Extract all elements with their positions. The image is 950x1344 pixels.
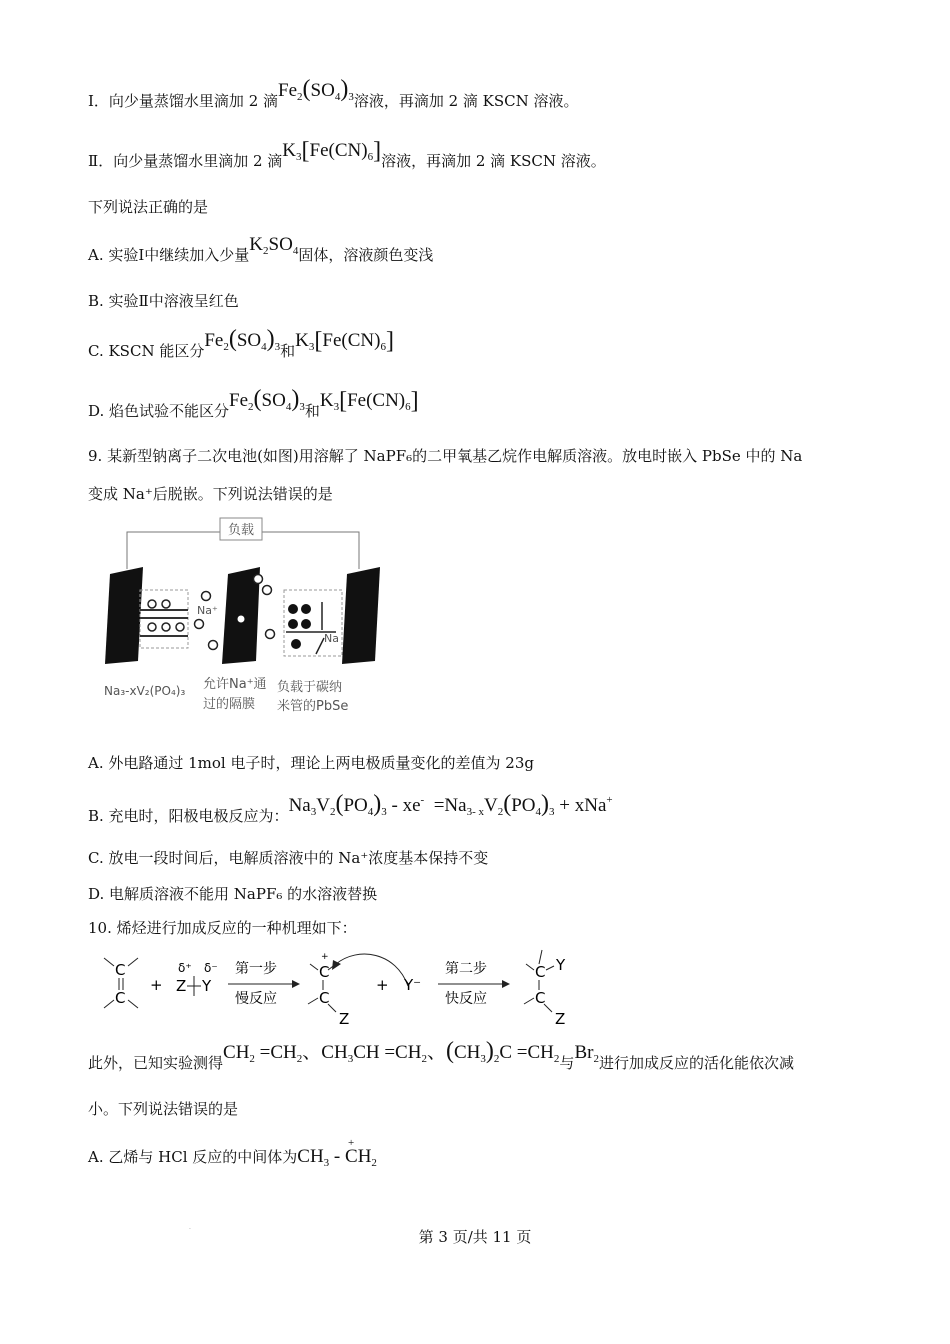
q8-option-b: B. 实验Ⅱ中溶液呈红色: [88, 292, 239, 310]
k2so4-formula: $K_2SO_4$: [249, 234, 299, 257]
q8-c-mid: 和: [280, 342, 296, 360]
separator-label-1: 允许Na⁺通: [203, 677, 267, 692]
q10-text-prefix: 此外，已知实验测得: [88, 1054, 224, 1072]
addition-mechanism-diagram: [96, 946, 596, 1028]
q9-option-c: C. 放电一段时间后，电解质溶液中的 Na⁺浓度基本保持不变: [88, 849, 489, 867]
experiment-1: [88, 76, 579, 118]
k3fecn6-formula: $K_3[Fe(CN)_6]$: [295, 328, 394, 354]
q8-a-prefix: A. 实验Ⅰ中继续加入少量: [88, 246, 250, 264]
plus-2: +: [376, 976, 389, 994]
left-electrode: [105, 567, 143, 664]
q9-option-d: D. 电解质溶液不能用 NaPF₆ 的水溶液替换: [88, 885, 378, 903]
exp1-suffix: 溶液，再滴加 2 滴 KSCN 溶液。: [353, 92, 579, 110]
product-c1: C: [535, 963, 546, 981]
stray-mark: .: [189, 1224, 191, 1231]
step2-label: 第二步: [445, 961, 487, 977]
step1-label: 第一步: [235, 961, 277, 977]
anode-reaction: $Na_3V_2(PO_4)_3 - xe^- =Na_{3- x}V_2(PO_4)_3 + xNa^+$: [288, 791, 613, 818]
q10-a-prefix: A. 乙烯与 HCl 反应的中间体为: [88, 1148, 298, 1166]
alkene-c1: C: [115, 961, 126, 979]
experiment-2: [88, 138, 606, 178]
br2-formula: $Br_2$: [574, 1042, 599, 1065]
fe2so43-formula: $Fe_2(SO_4)_3$: [204, 326, 281, 353]
product-z: Z: [555, 1010, 566, 1028]
fe2so43-formula: $Fe_2(SO_4)_3$: [278, 76, 354, 103]
na-ion-label: Na⁺: [197, 604, 218, 617]
q8-option-a: [88, 234, 434, 272]
q9-stem-line-1: 9. 某新型钠离子二次电池(如图)用溶解了 NaPF₆的二甲氧基乙烷作电解质溶液。放电时嵌入 PbSe 中的 Na: [88, 447, 803, 465]
cation-z: Z: [339, 1010, 350, 1028]
right-electrode-label-1: 负载于碳纳: [277, 680, 343, 695]
q8-d-prefix: D. 焰色试验不能区分: [88, 402, 230, 420]
load-label: 负载: [227, 523, 255, 538]
fast-label: 快反应: [445, 991, 487, 1007]
q8-option-c: [88, 326, 394, 368]
q10-text-mid: 与: [559, 1054, 575, 1072]
q8-d-mid: 和: [304, 402, 320, 420]
ethyl-cation-formula: $CH_3$ - C + $H_2$: [297, 1137, 377, 1169]
battery-diagram: [100, 514, 390, 720]
k3fecn6-formula: $K_3[Fe(CN)_6]$: [282, 138, 382, 164]
na-right-label: Na: [324, 632, 339, 645]
q9-option-b: [88, 791, 613, 833]
separator-label-2: 过的隔膜: [203, 697, 256, 712]
q10-text-line-2: 小。下列说法错误的是: [88, 1100, 239, 1118]
q8-a-suffix: 固体，溶液颜色变浅: [298, 246, 434, 264]
q9-option-a: A. 外电路通过 1mol 电子时，理论上两电极质量变化的差值为 23g: [88, 754, 534, 772]
reagent-z: Z: [176, 977, 187, 995]
q10-option-a: [88, 1137, 377, 1174]
q10-stem: 10. 烯烃进行加成反应的一种机理如下：: [88, 919, 357, 937]
left-electrode-label: Na₃-xV₂(PO₄)₃: [104, 684, 186, 698]
q8-option-d: [88, 386, 419, 428]
exp1-prefix: Ⅰ．向少量蒸馏水里滴加 2 滴: [88, 92, 279, 110]
slow-label: 慢反应: [235, 991, 277, 1007]
alkene-c2: C: [115, 989, 126, 1007]
y-minus: Y⁻: [404, 976, 422, 994]
cation-c2: C: [319, 989, 330, 1007]
product-c2: C: [535, 989, 546, 1007]
q8-stem: 下列说法正确的是: [88, 198, 209, 216]
page-footer: 第 3 页/共 11 页: [418, 1228, 532, 1246]
cation-c1: C: [319, 963, 330, 981]
fe2so43-formula: $Fe_2(SO_4)_3$: [229, 386, 305, 413]
q10-text-line-1: [88, 1038, 794, 1080]
q9-b-prefix: B. 充电时，阳极电极反应为：: [88, 807, 289, 825]
plus-1: +: [150, 976, 163, 994]
carbocation-plus: +: [321, 952, 329, 962]
exp2-prefix: Ⅱ．向少量蒸馏水里滴加 2 滴: [88, 152, 283, 170]
delta-plus: δ⁺: [178, 961, 192, 975]
q9-stem-line-2: 变成 Na⁺后脱嵌。下列说法错误的是: [88, 485, 333, 503]
reagent-y: Y: [202, 977, 212, 995]
right-electrode-label-2: 米管的PbSe: [277, 699, 349, 714]
k3fecn6-formula: $K_3[Fe(CN)_6]$: [319, 388, 419, 414]
q10-text-suffix: 进行加成反应的活化能依次减: [598, 1054, 794, 1072]
right-electrode: [342, 567, 380, 664]
alkene-series-formula: $CH_2 =CH_2$、$CH_3CH =CH_2$、$(CH_3)_2C =CH_2$: [223, 1038, 560, 1065]
product-y: Y: [556, 956, 566, 974]
delta-minus: δ⁻: [204, 961, 218, 975]
q8-c-prefix: C. KSCN 能区分: [88, 342, 205, 360]
exp2-suffix: 溶液，再滴加 2 滴 KSCN 溶液。: [381, 152, 606, 170]
